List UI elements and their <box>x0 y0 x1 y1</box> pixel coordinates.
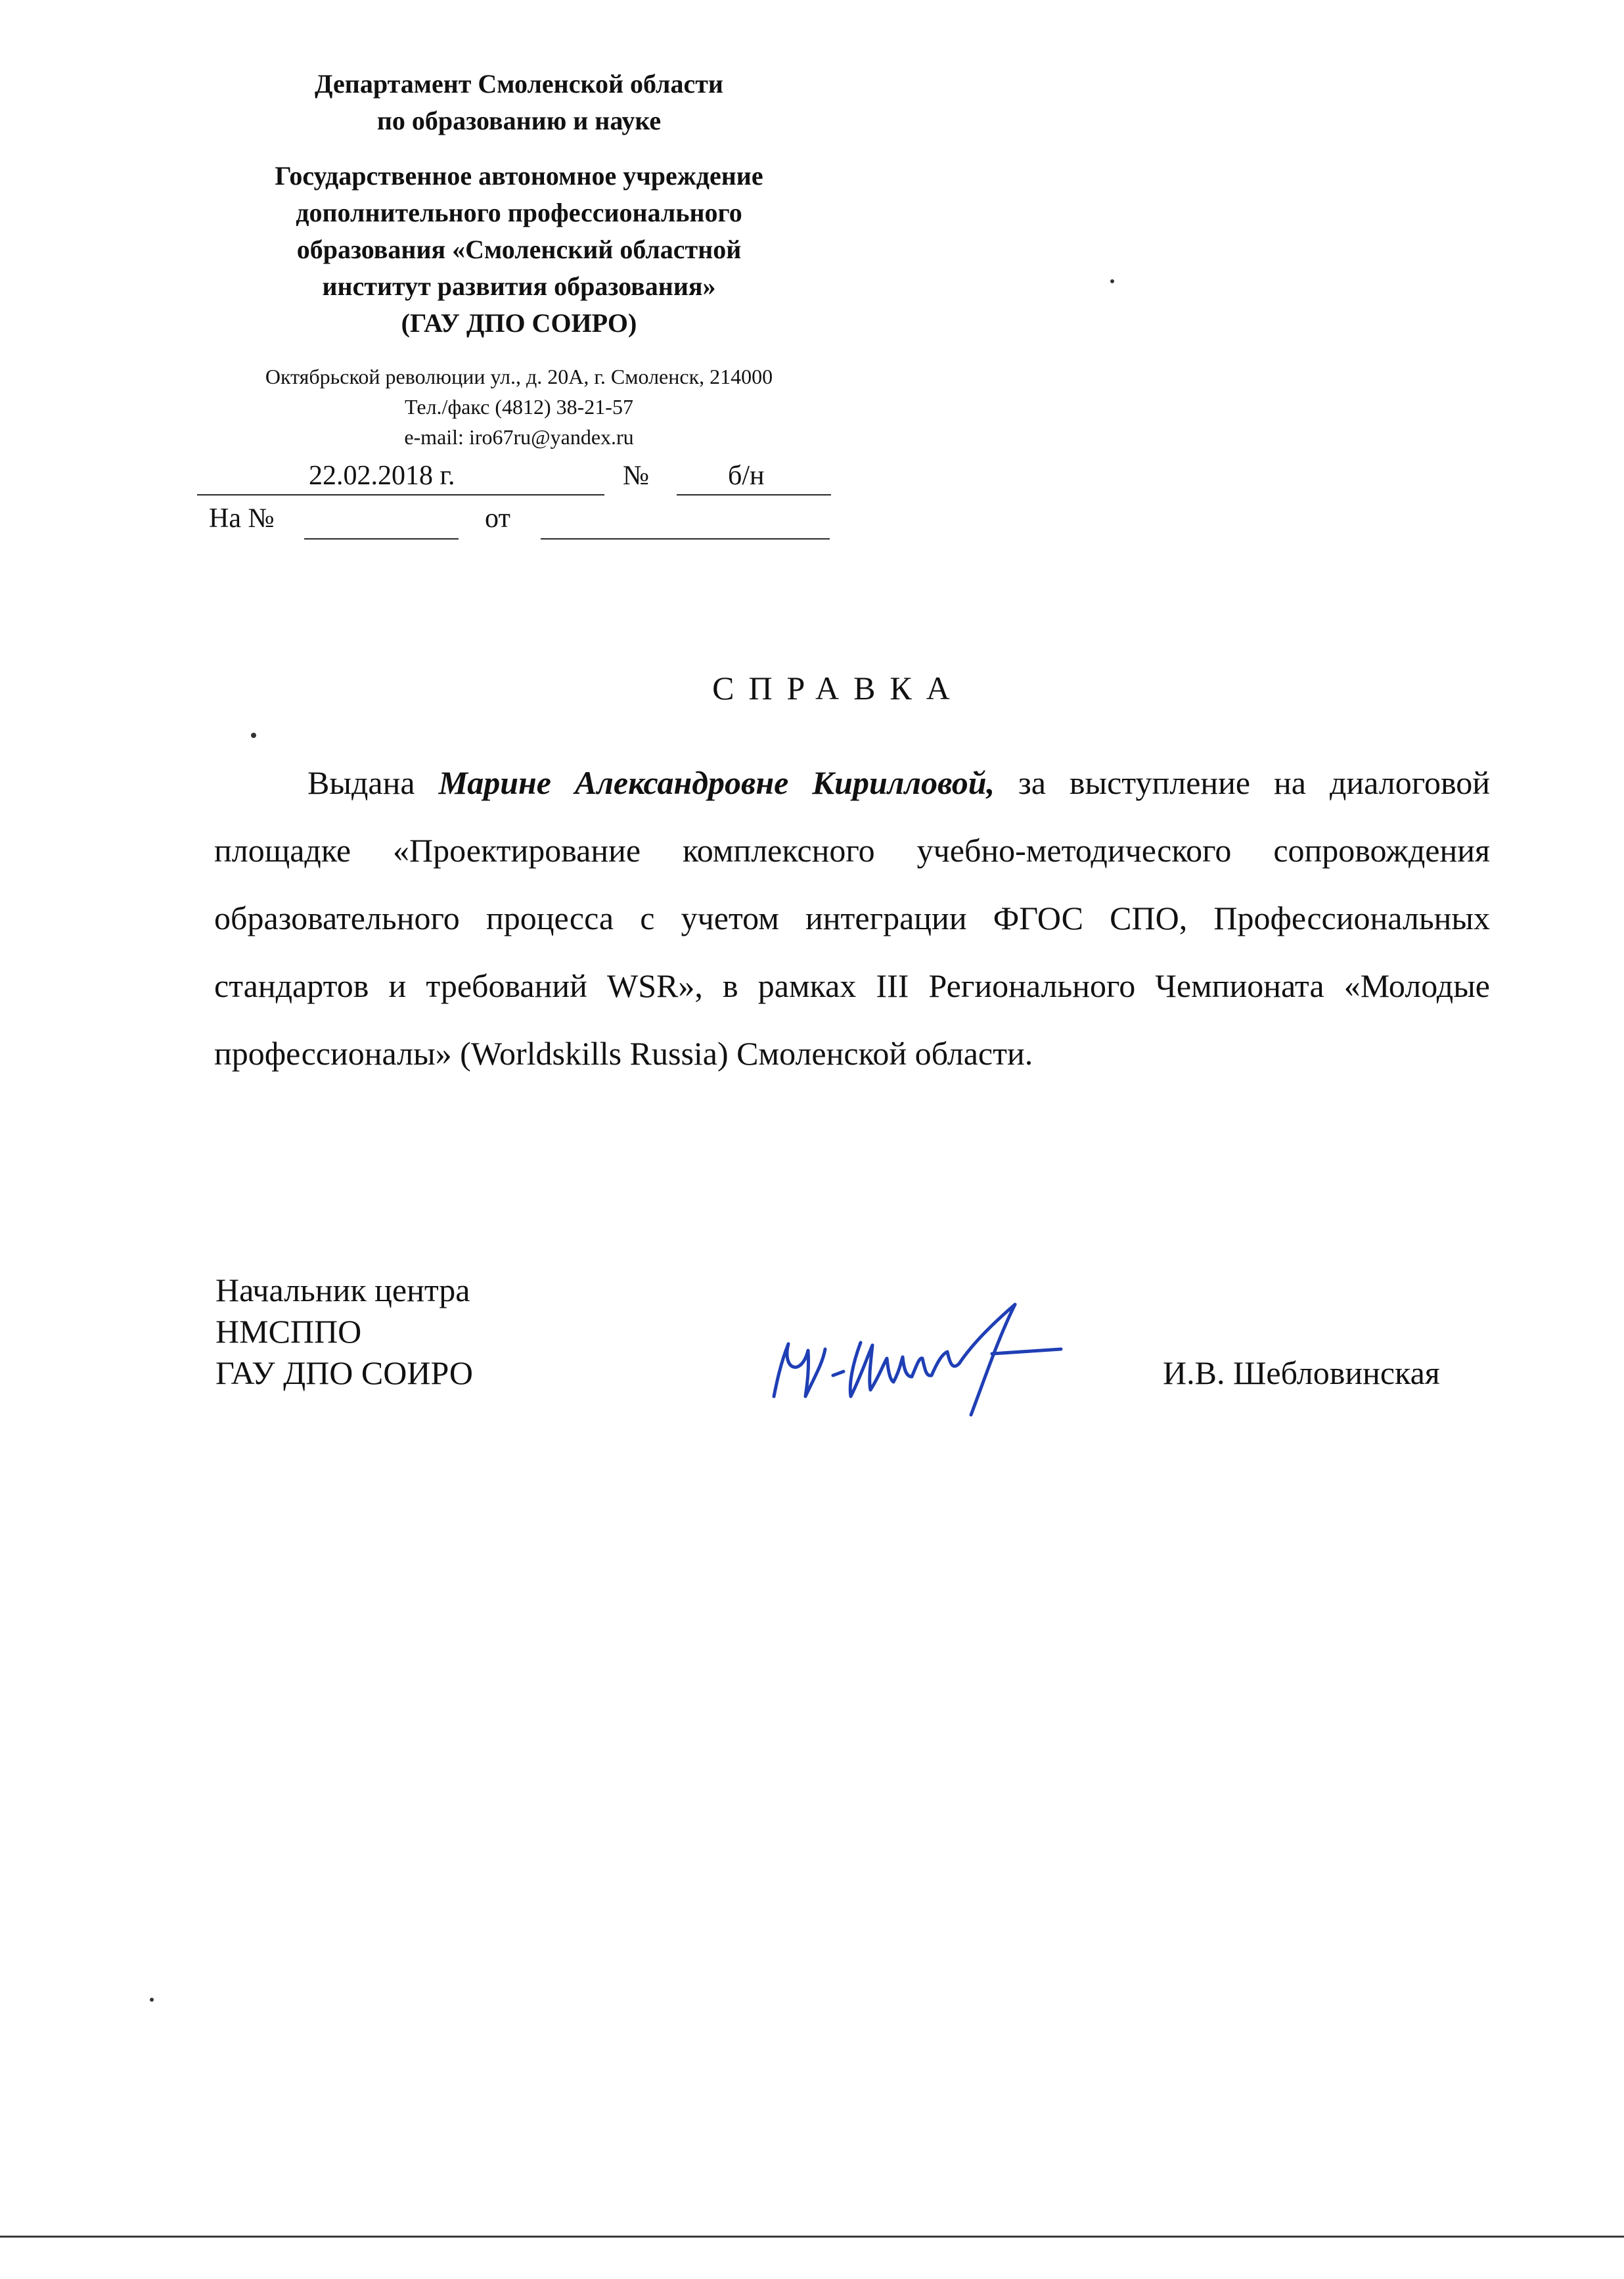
signer-name: И.В. Шебловинская <box>1163 1354 1440 1391</box>
reference-number-underline <box>304 538 459 540</box>
reference-label: На № <box>209 503 275 534</box>
handwritten-signature <box>762 1298 1077 1429</box>
reference-row <box>209 496 833 543</box>
organization-line-2: дополнительного профессионального <box>296 198 742 227</box>
document-title: СПРАВКА <box>712 670 964 706</box>
date-underline <box>197 494 604 495</box>
department-line-2: по образованию и науке <box>376 106 662 135</box>
letterhead <box>197 66 841 452</box>
registration-row <box>197 453 831 501</box>
email: e-mail: iro67ru@yandex.ru <box>404 425 634 449</box>
signer-position-line-1: Начальник центра <box>215 1272 470 1308</box>
department-line-1: Департамент Смоленской области <box>315 69 723 99</box>
recipient-name: Марине Александровне Кирилловой, <box>438 764 995 801</box>
document-date: 22.02.2018 г. <box>309 461 455 491</box>
organization-abbreviation: (ГАУ ДПО СОИРО) <box>401 308 637 338</box>
reference-date-underline <box>541 538 830 540</box>
signer-position-line-3: ГАУ ДПО СОИРО <box>215 1354 473 1391</box>
scan-speck <box>251 733 256 738</box>
scan-speck <box>1110 279 1114 283</box>
organization-line-3: образования «Смоленский областной <box>296 235 742 264</box>
document-number: б/н <box>728 461 765 491</box>
signer-position <box>215 1270 473 1394</box>
number-sign: № <box>623 461 650 491</box>
number-underline <box>677 494 831 495</box>
scan-edge-line <box>0 2236 1624 2238</box>
body-text: за выступление на диалоговой площадке «Проектирование комплексного учебно-методического сопровождения образовательного процесса с учетом интеграции ФГОС СПО, Профессиональных стандартов и требований WSR», в рамках III Регионального Чемпионата «Молодые профессионалы» (Worldskills Russia) Смоленской области. <box>214 764 1491 1072</box>
reference-from-label: от <box>485 503 510 534</box>
phone: Тел./факс (4812) 38-21-57 <box>405 395 633 419</box>
scan-speck <box>150 1998 154 2002</box>
address: Октябрьской революции ул., д. 20А, г. Смоленск, 214000 <box>265 365 773 388</box>
certificate-body <box>214 749 1490 1088</box>
signer-position-line-2: НМСППО <box>215 1313 362 1350</box>
organization-line-4: институт развития образования» <box>322 271 716 301</box>
organization-line-1: Государственное автономное учреждение <box>275 161 763 191</box>
body-prefix: Выдана <box>307 764 439 801</box>
